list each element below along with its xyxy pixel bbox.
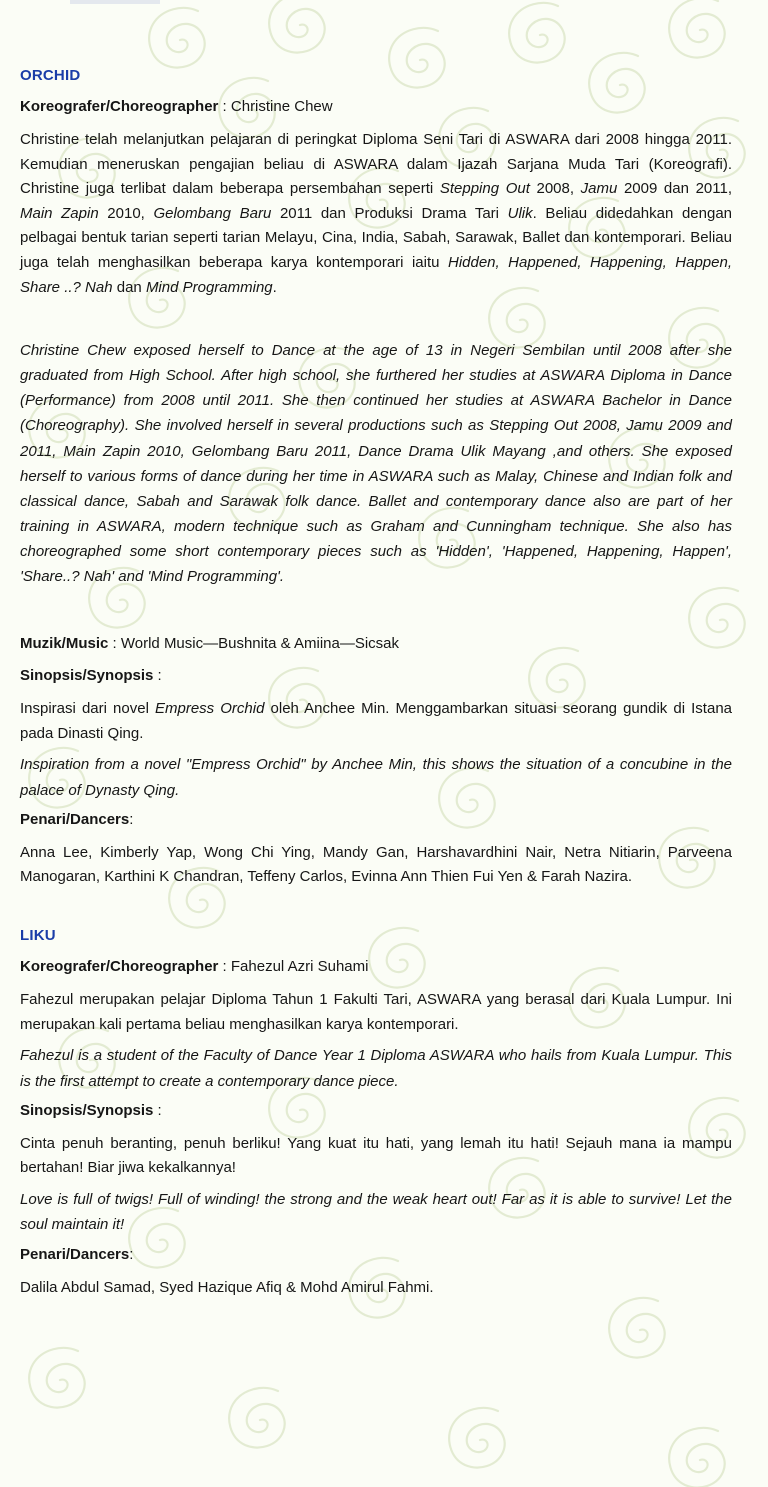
orchid-synopsis-heading [20,665,732,687]
orchid-synopsis-label: Sinopsis/Synopsis [20,667,154,685]
orchid-choreographer-name: Christine Chew [230,98,333,115]
text-segment: . [272,278,277,296]
italic-title-segment: Gelombang Baru [153,204,272,222]
liku-section [20,926,732,1300]
liku-synopsis-en: Love is full of twigs! Full of winding! the strong and the weak heart out! Far as it is able to survive! Let the soul maintain it! [20,1191,732,1234]
italic-title-segment: Main Zapin [20,204,99,222]
liku-synopsis-ms: Cinta penuh beranting, penuh berliku! Yang kuat itu hati, yang lemah itu hati! Sejauh mana ia mampu bertahan! Biar jiwa kekalkannya! [20,1134,732,1177]
liku-choreographer-separator: : [218,958,231,976]
orchid-synopsis-ms [20,697,732,746]
liku-choreographer [20,956,732,978]
page-tab-edge [70,0,160,4]
text-segment: 2009 dan 2011, [617,180,732,198]
orchid-music-separator: : [108,635,121,653]
orchid-bio-ms [20,128,732,300]
italic-title-segment: Empress Orchid [155,700,265,718]
italic-title-segment: Mind Programming [145,278,273,296]
orchid-synopsis-en: Inspiration from a novel "Empress Orchid" by Anchee Min, this shows the situation of a concubine in the palace of Dynasty Qing. [20,756,732,799]
liku-choreographer-name: Fahezul Azri Suhami [230,958,369,976]
liku-choreographer-label: Koreografer/Choreographer [20,958,219,976]
programme-page [20,66,732,1306]
orchid-section [20,66,732,890]
italic-title-segment: Hidden, Happened, Happening, Happen, Share ..? Nah [20,253,732,296]
orchid-bio-en: Christine Chew exposed herself to Dance at the age of 13 in Negeri Sembilan until 2008 after she graduated from High School. After high school, she furthered her studies at ASWARA Diploma in Dance (Performance) from 2008 until 2011. She then continued her studies at ASWARA Bachelor in Dance (Choreography). She involved herself in several productions such as Stepping Out 2008, Jamu 2009 and 2011, Main Zapin 2010, Gelombang Baru 2011, Dance Drama Ulik Mayang ,and others. She exposed herself to various forms of dance during her time in ASWARA such as Malay, Chinese and Indian folk and classical dance, Sabah and Sarawak folk dance. Ballet and contemporary dance also are part of her training in ASWARA, modern technique such as Graham and Cunningham technique. She also has choreographed some short contemporary pieces such as 'Hidden', 'Happened, Happening, Happen', 'Share..? Nah' and 'Mind Programming'. [20,342,732,585]
liku-dancers-separator: : [129,1245,134,1263]
italic-title-segment: Ulik [507,204,533,222]
text-segment: 2011 dan Produksi Drama Tari [271,204,508,222]
text-segment: Inspirasi dari novel [20,700,155,718]
orchid-music-label: Muzik/Music [20,635,109,653]
liku-synopsis-label: Sinopsis/Synopsis [20,1101,154,1119]
liku-dancers-list: Dalila Abdul Samad, Syed Hazique Afiq & Mohd Amirul Fahmi. [20,1278,434,1296]
orchid-choreographer [20,96,732,118]
liku-synopsis-separator: : [153,1101,162,1119]
liku-bio-ms: Fahezul merupakan pelajar Diploma Tahun 1 Fakulti Tari, ASWARA yang berasal dari Kuala Lumpur. Ini merupakan kali pertama beliau menghasilkan karya kontemporari. [20,991,732,1033]
orchid-dancers-heading [20,809,732,831]
liku-synopsis-heading [20,1100,732,1122]
text-segment: Christine telah melanjutkan pelajaran di peringkat Diploma Seni Tari di ASWARA dari 2008 hingga 2011. Kemudian meneruskan pengajian beliau di ASWARA dalam Ijazah Sarjana Muda Tari (Koreografi). Christine juga terlibat dalam beberapa persembahan seperti [20,131,732,198]
orchid-choreographer-separator: : [218,98,231,115]
liku-title: LIKU [20,927,56,945]
orchid-dancers-label: Penari/Dancers [20,810,130,828]
text-segment: 2008, [529,180,581,198]
italic-title-segment: Jamu [580,180,618,198]
italic-title-segment: Stepping Out [439,180,530,198]
text-segment: 2010, [98,204,154,222]
orchid-music [20,633,732,655]
liku-bio-en: Fahezul is a student of the Faculty of Dance Year 1 Diploma ASWARA who hails from Kuala Lumpur. This is the first attempt to create a contemporary dance piece. [20,1047,732,1090]
liku-dancers-heading [20,1244,732,1266]
orchid-dancers-separator: : [129,810,134,828]
liku-dancers-label: Penari/Dancers [20,1245,130,1263]
orchid-choreographer-label: Koreografer/Choreographer [20,98,219,115]
text-segment: . Beliau didedahkan dengan pelbagai bentuk tarian seperti tarian Melayu, Cina, India, Sabah, Sarawak, Ballet dan kontemporari. Beliau juga telah menghasilkan beberapa karya kontemporari iaitu [20,204,733,271]
orchid-dancers-list: Anna Lee, Kimberly Yap, Wong Chi Ying, Mandy Gan, Harshavardhini Nair, Netra Nitiarin, Parveena Manogaran, Karthini K Chandran, Teffeny Carlos, Evinna Ann Thien Fui Yen & Farah Nazira. [20,843,732,886]
orchid-synopsis-separator: : [153,667,162,685]
orchid-music-value: World Music—Bushnita & Amiina—Sicsak [120,635,400,653]
orchid-title: ORCHID [20,67,81,84]
text-segment: oleh Anchee Min. Menggambarkan situasi seorang gundik di Istana pada Dinasti Qing. [20,700,733,742]
text-segment: dan [112,278,146,296]
